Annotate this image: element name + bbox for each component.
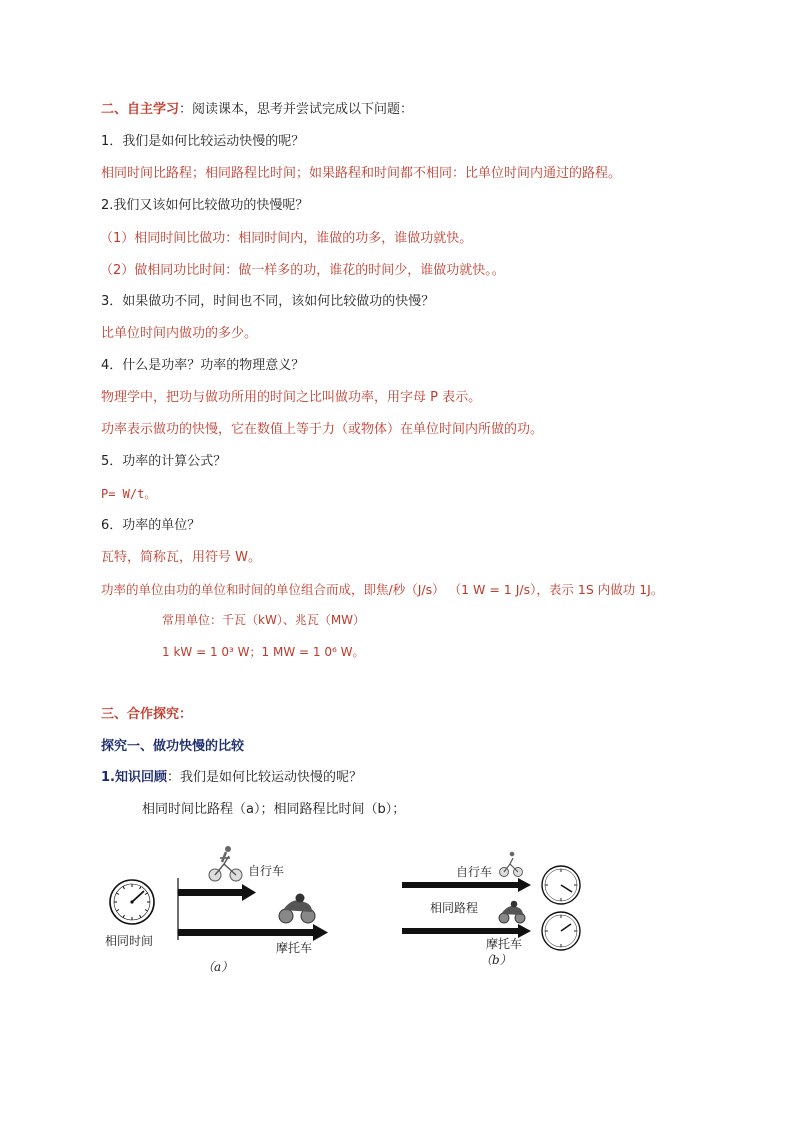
bicycle-distance-bar-b xyxy=(402,882,518,888)
figure-panel-a xyxy=(105,846,328,974)
bicycle-icon xyxy=(209,846,242,881)
answer-3: 比单位时间内做功的多少。 xyxy=(101,326,258,341)
section2-heading-label: 二、自主学习 xyxy=(101,102,180,117)
answer-2-part-2: （2）做相同功比时间：做一样多的功，谁花的时间少，谁做功就快。。 xyxy=(100,263,505,278)
answer-6-part-1: 瓦特，简称瓦，用符号 W。 xyxy=(101,550,261,565)
motorcycle-arrowhead xyxy=(313,924,328,941)
bicycle-arrowhead-b xyxy=(518,878,531,892)
answer-6-common-units: 常用单位：千瓦（kW）、兆瓦（MW） xyxy=(162,613,366,627)
question-5: 5．功率的计算公式？ xyxy=(101,454,227,469)
motorcycle-label-a: 摩托车 xyxy=(276,941,313,955)
answer-4-part-2: 功率表示做功的快慢，它在数值上等于力（或物体）在单位时间内所做的功。 xyxy=(101,422,544,437)
recall-rest: ：我们是如何比较运动快慢的呢？ xyxy=(166,770,362,785)
motorcycle-label-b: 摩托车 xyxy=(486,937,523,951)
bicycle-label-b: 自行车 xyxy=(456,865,493,879)
clock-icon-b-top xyxy=(542,866,580,904)
bicycle-label-a: 自行车 xyxy=(248,864,285,878)
question-3: 3．如果做功不同，时间也不同，该如何比较做功的快慢？ xyxy=(101,294,435,309)
motorcycle-distance-bar xyxy=(178,929,313,936)
figure-panel-b xyxy=(402,852,580,967)
motorcycle-icon xyxy=(279,894,315,924)
question-2: 2.我们又该如何比较做功的快慢呢？ xyxy=(101,198,309,213)
caption-b: （b） xyxy=(480,953,512,967)
question-4: 4．什么是功率？功率的物理意义？ xyxy=(101,358,305,373)
answer-5-formula: P= W/t。 xyxy=(101,487,157,501)
stopwatch-icon xyxy=(110,880,154,924)
recall-label: 1.知识回顾 xyxy=(101,770,167,785)
answer-4-part-1: 物理学中，把功与做功所用的时间之比叫做功率，用字母 P 表示。 xyxy=(101,390,482,405)
motorcycle-arrowhead-b xyxy=(518,924,531,938)
answer-2-part-1: （1）相同时间比做功：相同时间内，谁做的功多，谁做功就快。 xyxy=(100,231,473,246)
answer-6-part-2: 功率的单位由功的单位和时间的单位组合而成，即焦/秒（J/s） （1 W = 1 J/s），表示 1S 内做功 1J。 xyxy=(101,582,664,597)
question-6: 6．功率的单位？ xyxy=(101,518,201,533)
motion-comparison-figure xyxy=(100,840,620,990)
answer-1: 相同时间比路程；相同路程比时间；如果路程和时间都不相同：比单位时间内通过的路程。 xyxy=(101,166,622,181)
section3-heading: 三、合作探究： xyxy=(101,707,193,722)
same-time-label: 相同时间 xyxy=(105,934,154,948)
answer-6-conversion: 1 kW = 1 0³ W；1 MW = 1 0⁶ W。 xyxy=(162,645,365,659)
section2-heading xyxy=(101,100,413,120)
bicycle-distance-bar xyxy=(178,889,242,896)
motorcycle-icon-b xyxy=(499,901,525,923)
motorcycle-distance-bar-b xyxy=(402,928,518,934)
same-distance-label: 相同路程 xyxy=(430,901,479,915)
question-1: 1．我们是如何比较运动快慢的呢？ xyxy=(101,134,305,149)
caption-a: （a） xyxy=(202,960,234,974)
recall-question xyxy=(101,768,362,788)
clock-icon-b-bottom xyxy=(542,912,580,950)
bicycle-icon-b xyxy=(500,852,523,877)
inquiry-1-heading: 探究一、做功快慢的比较 xyxy=(101,739,245,754)
section2-heading-rest: ：阅读课本，思考并尝试完成以下问题： xyxy=(179,102,414,117)
recall-answer: 相同时间比路程（a）；相同路程比时间（b）； xyxy=(142,802,406,817)
bicycle-arrowhead xyxy=(242,884,256,901)
